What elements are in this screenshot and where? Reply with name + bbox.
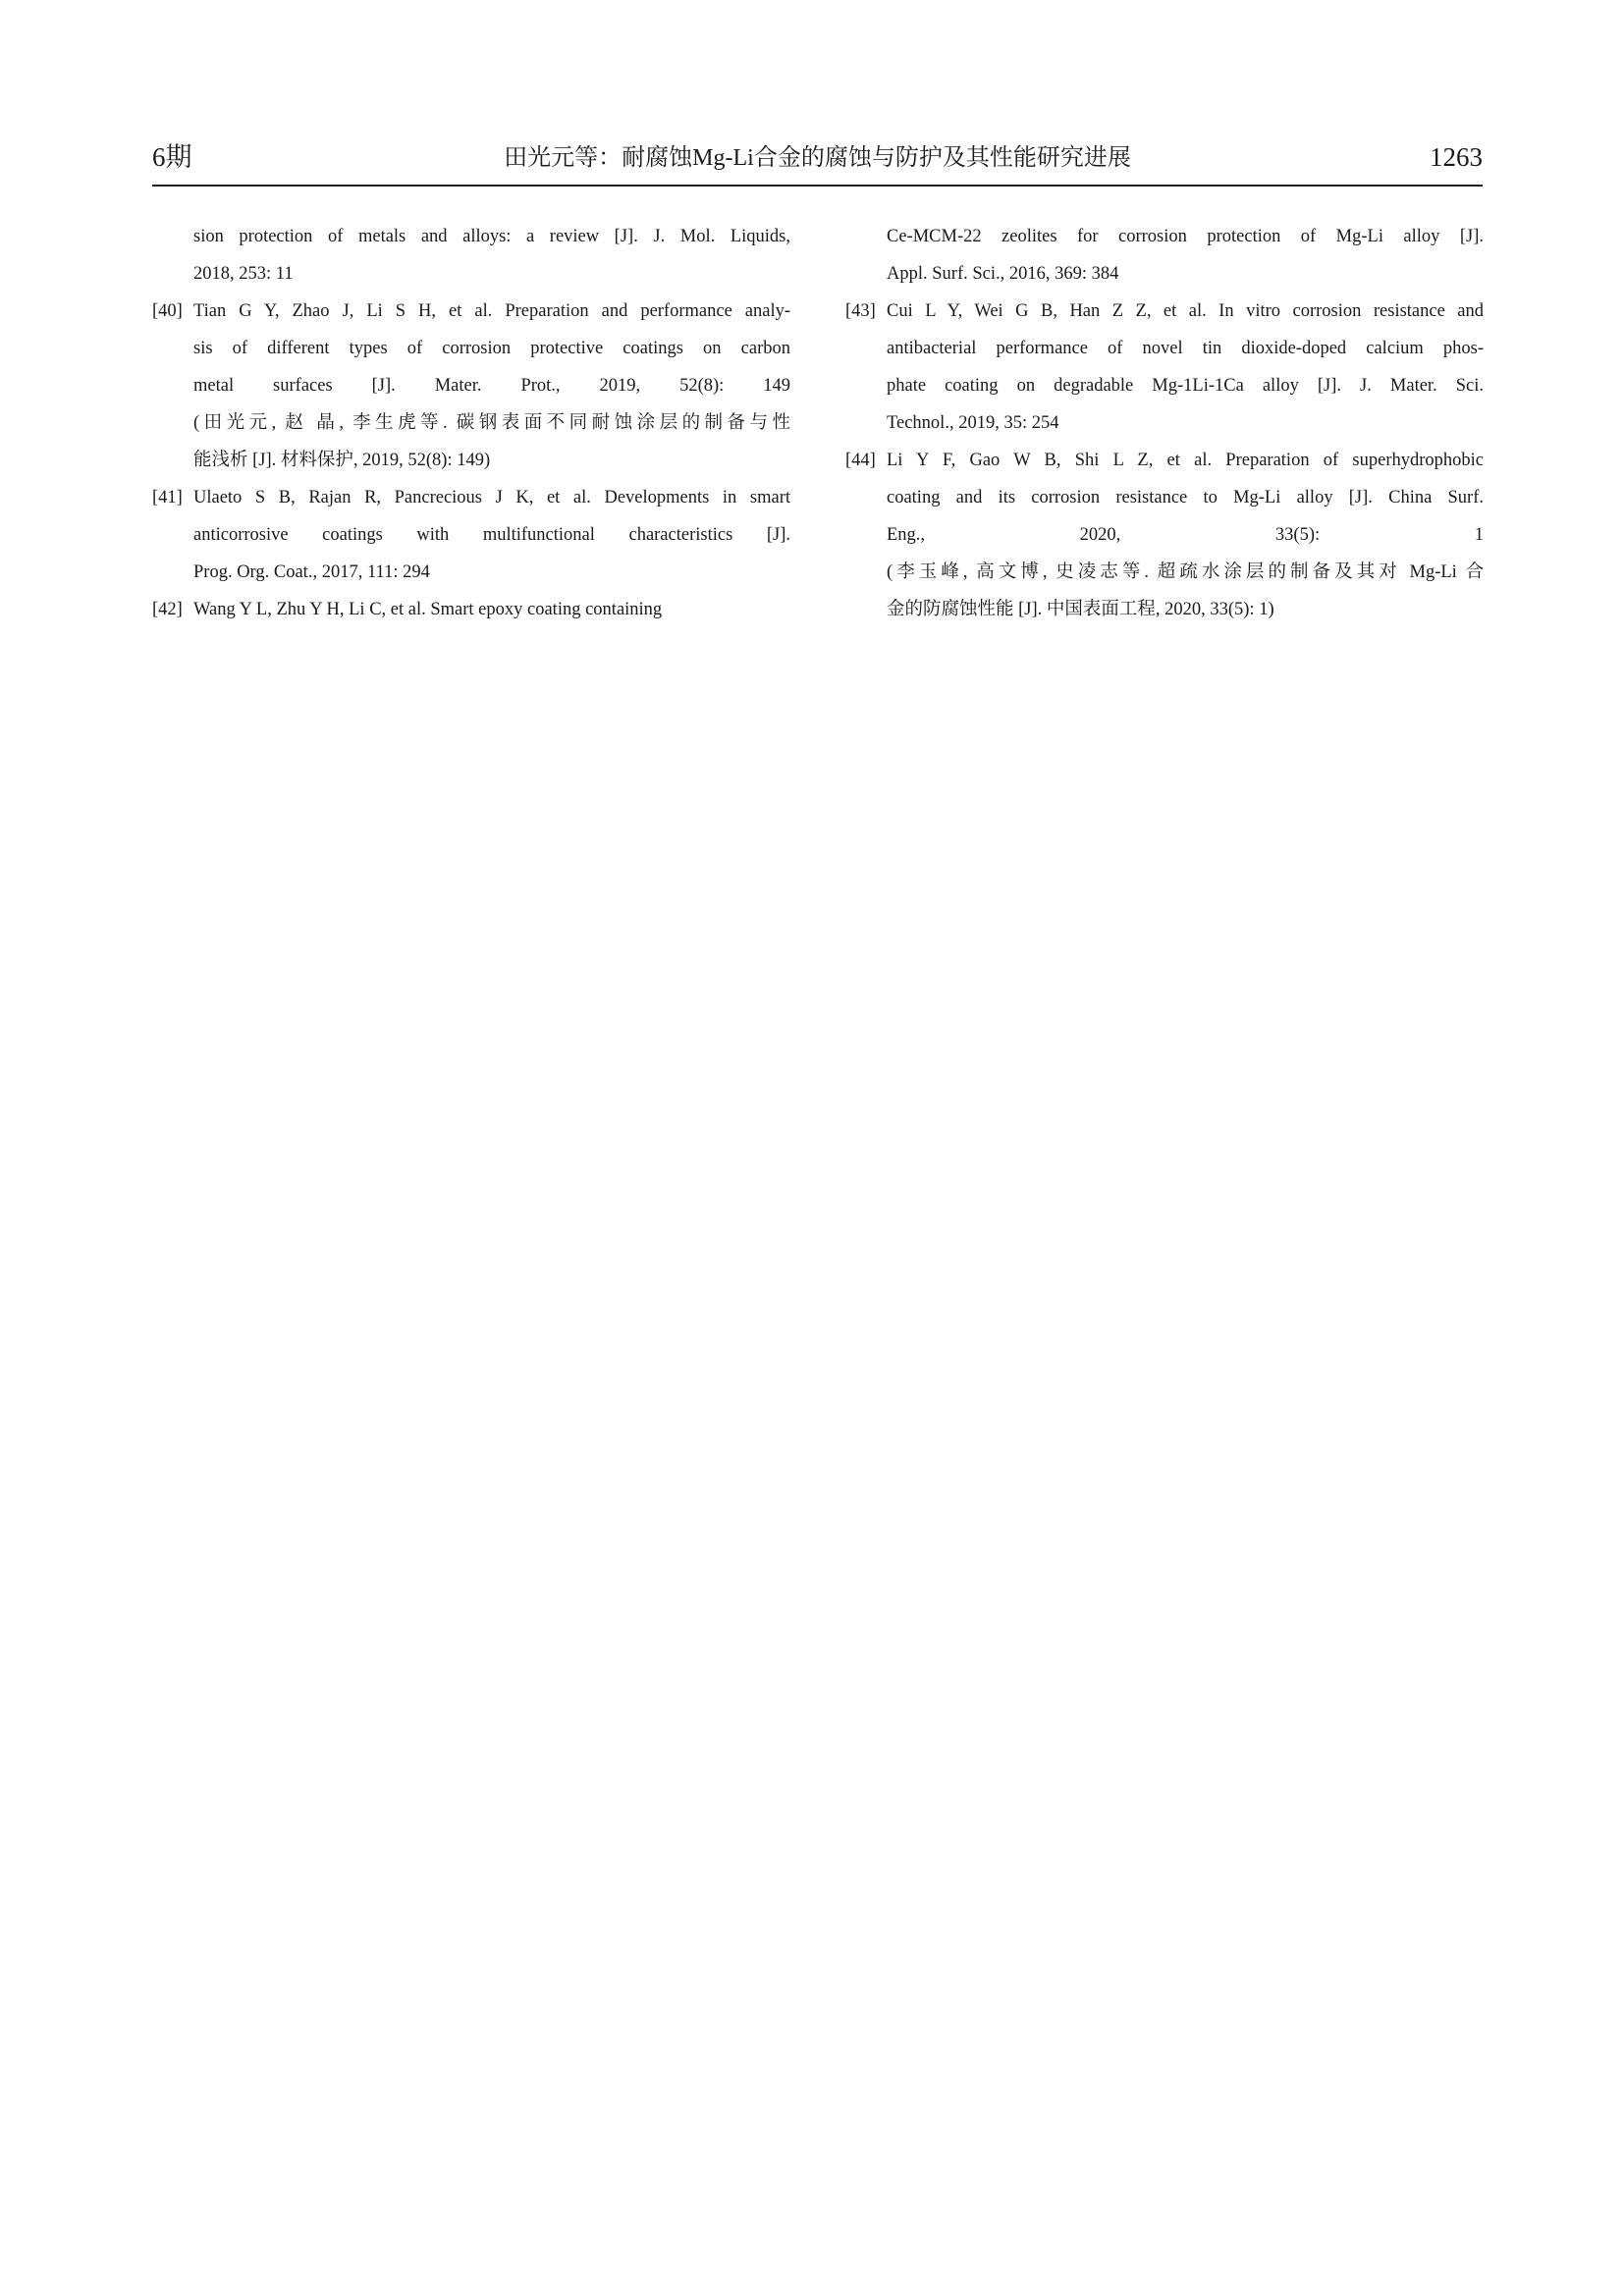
reference-number: [42] [152,600,183,619]
references-right-column [845,218,1484,628]
reference-entry [845,293,1484,442]
reference-line: (李玉峰, 高文博, 史凌志等. 超疏水涂层的制备及其对 Mg-Li 合 [887,562,1484,582]
references-left-column [152,218,790,628]
reference-line: Ulaeto S B, Rajan R, Pancrecious J K, et al. Developments in smart [193,488,790,507]
reference-line: Li Y F, Gao W B, Shi L Z, et al. Preparation of superhydrophobic [887,451,1484,470]
reference-line: 能浅析 [J]. 材料保护, 2019, 52(8): 149) [193,451,491,470]
reference-entry [845,442,1484,628]
reference-line: Tian G Y, Zhao J, Li S H, et al. Preparation and performance analy- [193,301,790,321]
running-header [152,139,1483,187]
reference-line: 金的防腐蚀性能 [J]. 中国表面工程, 2020, 33(5): 1) [887,600,1274,619]
reference-entry [845,218,1484,293]
reference-line: (田光元, 赵 晶, 李生虎等. 碳钢表面不同耐蚀涂层的制备与性 [193,413,790,433]
reference-line: Ce-MCM-22 zeolites for corrosion protection of Mg-Li alloy [J]. [887,227,1484,246]
running-title: 田光元等：耐腐蚀Mg-Li合金的腐蚀与防护及其性能研究进展 [504,145,1131,171]
issue-number: 6期 [152,142,192,172]
reference-line: sion protection of metals and alloys: a review [J]. J. Mol. Liquids, [193,227,790,246]
reference-line: Eng., 2020, 33(5): 1 [887,525,1484,545]
reference-line: Wang Y L, Zhu Y H, Li C, et al. Smart epoxy coating containing [193,600,663,619]
reference-line: antibacterial performance of novel tin dioxide-doped calcium phos- [887,339,1484,358]
reference-line: 2018, 253: 11 [193,264,294,284]
reference-line: Appl. Surf. Sci., 2016, 369: 384 [887,264,1119,284]
reference-number: [40] [152,301,183,321]
page-number: 1263 [1430,142,1483,172]
reference-number: [41] [152,488,183,507]
reference-number: [43] [845,301,876,321]
reference-entry [152,479,790,591]
reference-line: metal surfaces [J]. Mater. Prot., 2019, 52(8): 149 [193,376,790,396]
reference-line: Technol., 2019, 35: 254 [887,413,1059,433]
reference-line: Cui L Y, Wei G B, Han Z Z, et al. In vitro corrosion resistance and [887,301,1484,321]
reference-line: Prog. Org. Coat., 2017, 111: 294 [193,562,430,582]
reference-number: [44] [845,451,876,470]
reference-entry [152,591,790,628]
reference-entry [152,293,790,479]
reference-line: anticorrosive coatings with multifunctional characteristics [J]. [193,525,790,545]
reference-entry [152,218,790,293]
reference-line: sis of different types of corrosion protective coatings on carbon [193,339,790,358]
reference-line: coating and its corrosion resistance to Mg-Li alloy [J]. China Surf. [887,488,1484,507]
reference-line: phate coating on degradable Mg-1Li-1Ca alloy [J]. J. Mater. Sci. [887,376,1484,396]
